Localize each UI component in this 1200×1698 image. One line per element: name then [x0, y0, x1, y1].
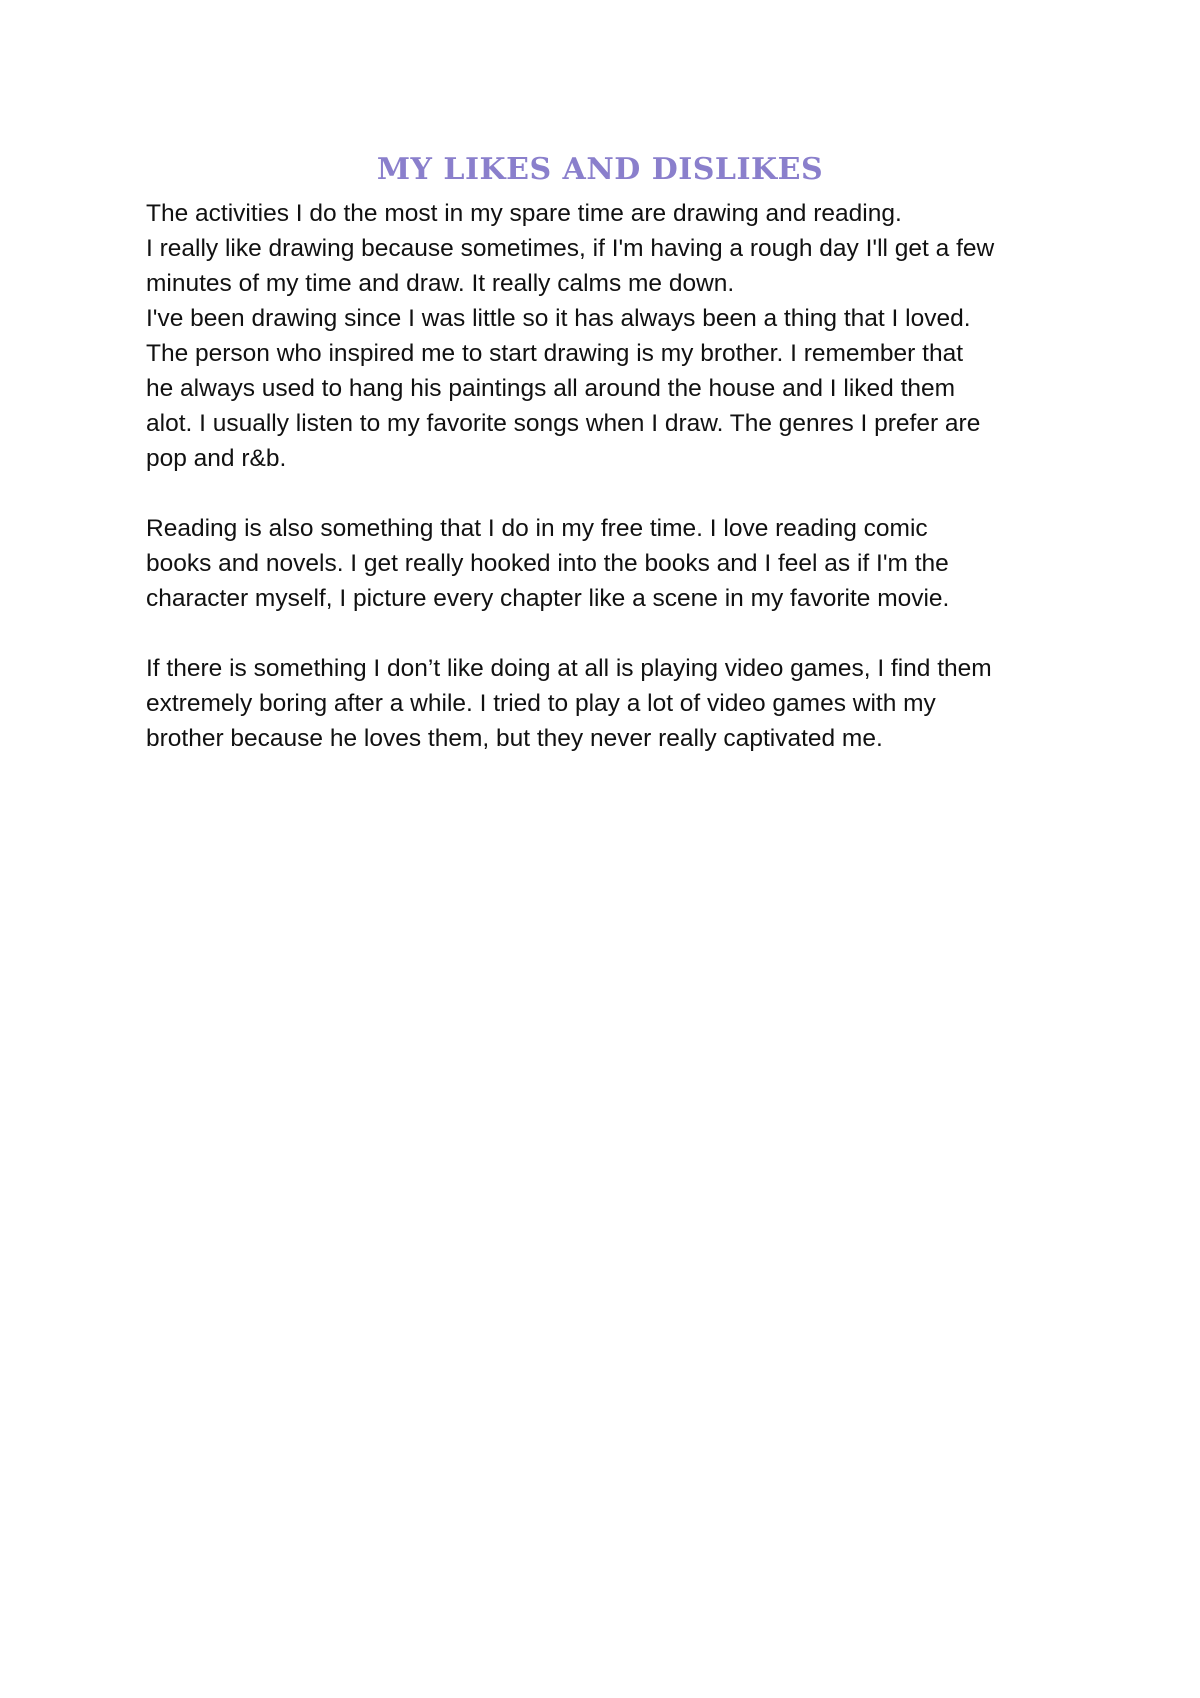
text-line: I really like drawing because sometimes, if I'm having a rough day I'll get a few: [146, 235, 995, 262]
document-body: [146, 196, 1086, 756]
text-line: pop and r&b.: [146, 445, 287, 472]
text-line: If there is something I don’t like doing at all is playing video games, I find them: [146, 655, 992, 682]
text-line: he always used to hang his paintings all around the house and I liked them: [146, 375, 956, 402]
text-line: extremely boring after a while. I tried to play a lot of video games with my: [146, 690, 936, 717]
text-line: alot. I usually listen to my favorite songs when I draw. The genres I prefer are: [146, 410, 981, 437]
text-line: character myself, I picture every chapter like a scene in my favorite movie.: [146, 585, 950, 612]
text-line: The activities I do the most in my spare time are drawing and reading.: [146, 200, 902, 227]
text-line: The person who inspired me to start drawing is my brother. I remember that: [146, 340, 964, 367]
text-line: minutes of my time and draw. It really calms me down.: [146, 270, 735, 297]
document-title: MY LIKES AND DISLIKES: [376, 152, 824, 187]
text-line: Reading is also something that I do in my free time. I love reading comic: [146, 515, 928, 542]
paragraph-gap: [146, 476, 1086, 511]
text-line: brother because he loves them, but they never really captivated me.: [146, 725, 883, 752]
paragraph-gap: [146, 616, 1086, 651]
text-line: books and novels. I get really hooked into the books and I feel as if I'm the: [146, 550, 949, 577]
text-line: I've been drawing since I was little so it has always been a thing that I loved.: [146, 305, 971, 332]
